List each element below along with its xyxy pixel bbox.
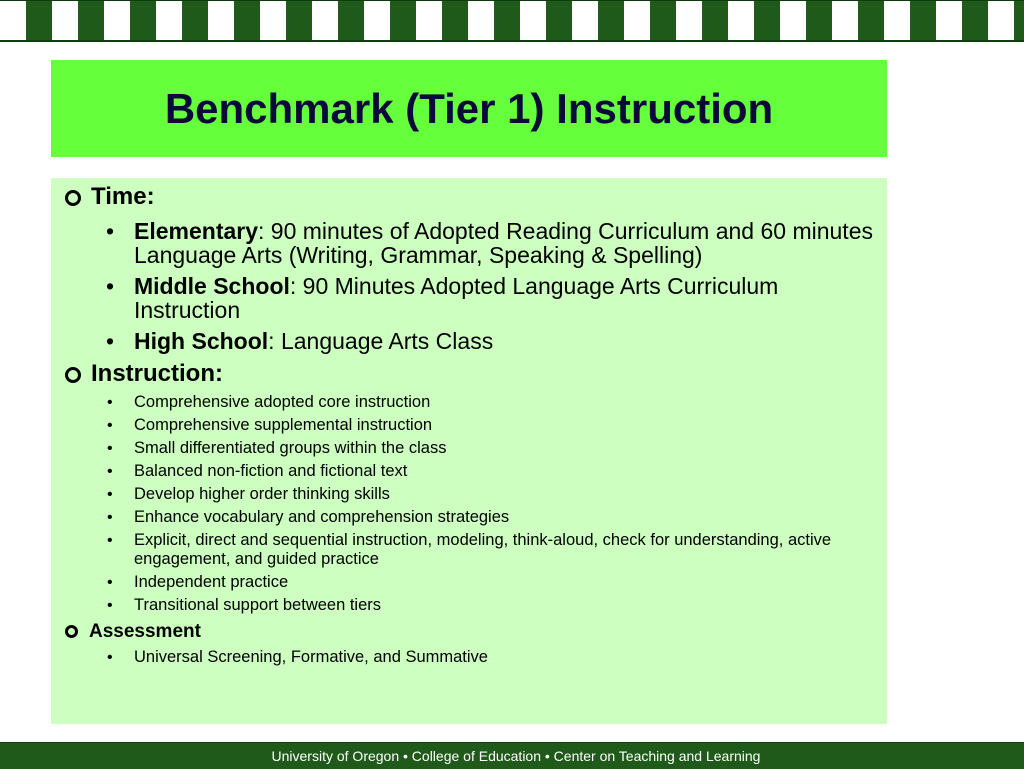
list-item [65,416,873,435]
item-text: Small differentiated groups within the class [134,439,447,457]
bullet-dot-icon: • [107,574,113,591]
list-item [65,439,873,458]
bullet-dot-icon: • [106,328,115,354]
list-item [65,485,873,504]
bullet-dot-icon: • [107,394,113,411]
list-item [65,648,873,667]
item-heading: High School [134,328,269,354]
bullet-dot-icon: • [107,463,113,480]
bullet-dot-icon: • [107,597,113,614]
slide-title: Benchmark (Tier 1) Instruction [164,84,774,132]
title-banner [51,60,887,157]
time-list [65,219,873,353]
bullet-dot-icon: • [107,417,113,434]
list-item [65,508,873,527]
ring-bullet-icon [65,190,81,206]
assessment-list [65,648,873,667]
item-text: Comprehensive adopted core instruction [134,393,431,411]
bullet-dot-icon: • [107,486,113,503]
item-text: Comprehensive supplemental instruction [134,416,433,434]
checkered-top-border [0,0,1024,42]
bullet-dot-icon: • [107,440,113,457]
item-heading: Elementary [134,218,259,244]
bullet-dot-icon: • [107,532,113,549]
list-item [65,393,873,412]
footer-bar [0,742,1024,769]
ring-bullet-icon [65,625,78,638]
bullet-dot-icon: • [107,649,113,666]
item-text: Independent practice [134,573,289,591]
list-item [65,462,873,481]
section-assessment [65,620,873,644]
content-panel [51,178,887,724]
item-text: Balanced non-fiction and fictional text [134,462,408,480]
instruction-list [65,393,873,615]
bullet-dot-icon: • [106,218,115,244]
list-item [65,596,873,615]
section-assessment-label: Assessment [89,621,201,642]
list-item [65,219,873,267]
item-text: : Language Arts Class [268,328,494,354]
item-text: : 90 Minutes Adopted Language Arts Curriculum Instruction [134,273,779,323]
item-text: Enhance vocabulary and comprehension strategies [134,508,510,526]
list-item [65,573,873,592]
item-text: Explicit, direct and sequential instruction, modeling, think-aloud, check for understanding, active engagement, and guided practice [134,531,832,568]
footer-text: University of Oregon • College of Education • Center on Teaching and Learning [271,748,761,764]
list-item [65,329,873,353]
list-item [65,274,873,322]
item-text: : 90 minutes of Adopted Reading Curriculum and 60 minutes Language Arts (Writing, Grammar, Speaking & Spelling) [134,218,873,268]
list-item [65,531,873,569]
section-time [65,182,873,212]
item-text: Universal Screening, Formative, and Summative [134,648,488,666]
item-text: Transitional support between tiers [134,596,382,614]
section-instruction-label: Instruction: [91,360,223,387]
bullet-dot-icon: • [107,509,113,526]
section-instruction [65,359,873,389]
bullet-dot-icon: • [106,273,115,299]
item-text: Develop higher order thinking skills [134,485,390,503]
section-time-label: Time: [91,183,155,210]
ring-bullet-icon [65,367,81,383]
item-heading: Middle School [134,273,290,299]
